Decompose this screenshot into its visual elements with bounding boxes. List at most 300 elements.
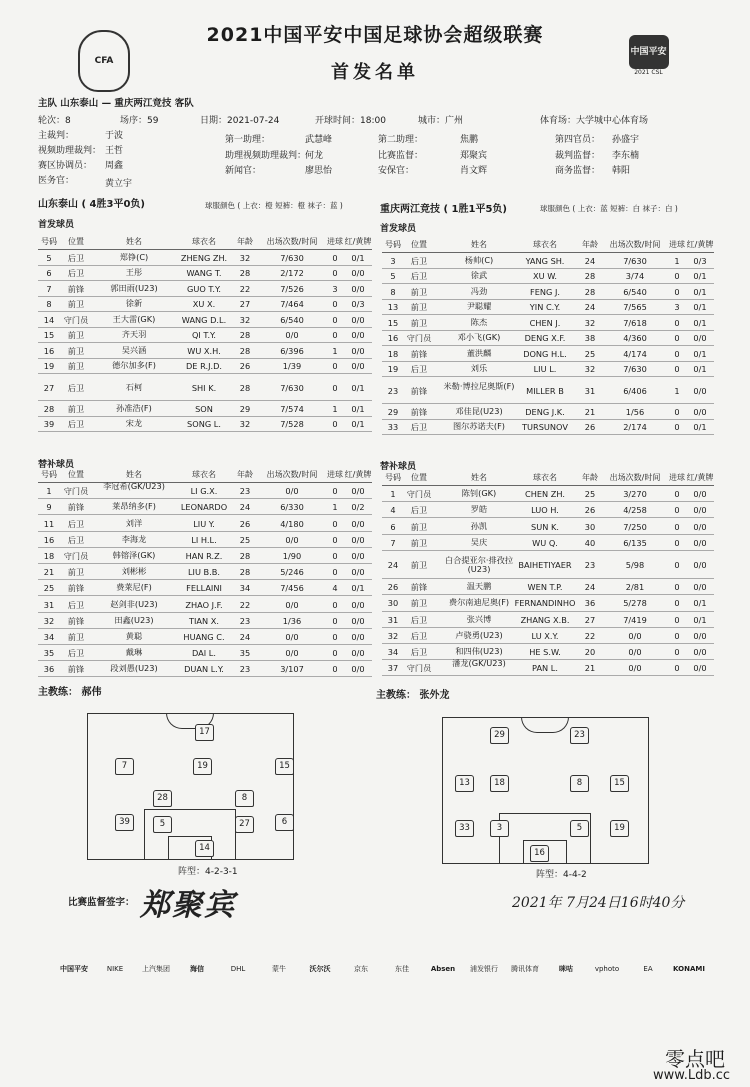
- away-sub-row-cell: 守门员: [406, 663, 432, 674]
- away-formation-label: 阵型：4-4-2: [536, 870, 587, 880]
- home-sub-row-cell: 28: [239, 567, 251, 578]
- away-shirt-icon: 13: [455, 775, 474, 792]
- away-sub-row-cell: 0: [674, 647, 680, 658]
- home-sub-row-cell: 前锋: [67, 664, 85, 675]
- home-starter-row-cell: WANG D.L.: [181, 314, 227, 325]
- away-sub-row-cell: FERNANDINHO: [514, 598, 576, 609]
- home-shirt-icon: 17: [195, 724, 214, 741]
- home-starter-row-cell: 22: [239, 283, 251, 294]
- away-starter-row-cell: 后卫: [410, 422, 428, 433]
- away-sub-row-cell: 0/1: [693, 598, 707, 609]
- home-starter-row-cell: 吴兴涵: [121, 344, 147, 355]
- away-starter-row-cell: DENG X.F.: [524, 333, 566, 344]
- sponsor-logo: 中国平安: [60, 965, 88, 973]
- away-sub-row-cell: 0/0: [628, 647, 642, 658]
- away-starter-row-cell: 邓佳昆(U23): [455, 405, 503, 416]
- away-starter-row-cell: 0: [674, 406, 680, 417]
- away-sub-row-cell: 34: [387, 647, 399, 658]
- sponsor-logo: 咪咕: [559, 965, 573, 973]
- home-sub-row-cell: 1: [332, 502, 338, 513]
- away-starter-row-divider: [382, 283, 714, 284]
- away-starter-row-cell: 24: [584, 255, 596, 266]
- home-starter-row-cell: WANG T.: [186, 268, 222, 279]
- official-press: 廖思怡: [305, 166, 333, 176]
- home-sub-row-cell: 0/0: [285, 534, 299, 545]
- home-starter-row-divider: [38, 358, 372, 359]
- home-starter-header-cell: 年龄: [237, 237, 253, 246]
- away-sub-row-cell: LU X.Y.: [531, 630, 559, 641]
- away-starters-label: 首发球员: [380, 224, 417, 234]
- home-starter-row-cell: 齐天羽: [121, 329, 147, 340]
- home-sub-header-cell: 位置: [68, 470, 84, 479]
- home-starter-row-cell: 0: [332, 361, 338, 372]
- home-sub-header-divider: [38, 482, 372, 483]
- away-shirt-icon: 29: [490, 727, 509, 744]
- home-sub-row-cell: 后卫: [67, 534, 85, 545]
- away-starter-row-cell: 5: [390, 271, 396, 282]
- official-ar1-label: 第一助理：: [225, 135, 271, 145]
- home-sub-row-cell: 赵剑非(U23): [110, 598, 158, 609]
- home-starter-row-cell: 14: [43, 314, 55, 325]
- home-sub-row-cell: DUAN L.Y.: [184, 664, 224, 675]
- home-starter-row-cell: 0/0: [351, 345, 365, 356]
- away-sub-row-cell: 36: [584, 598, 596, 609]
- home-sub-row-cell: 前锋: [67, 502, 85, 513]
- away-sub-row-cell: 0: [674, 663, 680, 674]
- away-sub-row-cell: 7/419: [623, 614, 647, 625]
- home-starter-row-cell: 前卫: [67, 299, 85, 310]
- away-sub-header-cell: 球衣名: [533, 473, 557, 482]
- home-sub-row-cell: 22: [239, 599, 251, 610]
- sponsor-logo: 海信: [190, 965, 204, 973]
- away-sub-row-cell: 20: [584, 647, 596, 658]
- home-sub-row-divider: [38, 660, 372, 661]
- away-starter-row-cell: 6/540: [623, 286, 647, 297]
- home-starter-row-cell: 26: [239, 361, 251, 372]
- home-sub-row-cell: 26: [239, 518, 251, 529]
- official-medic: 黄立宇: [105, 179, 133, 189]
- home-sub-row-cell: 9: [46, 502, 52, 513]
- match-venue: 体育场：大学城中心体育场: [540, 116, 649, 126]
- away-sub-row-cell: PAN L.: [532, 663, 558, 674]
- away-sub-row-cell: 26: [584, 505, 596, 516]
- official-avar: 何龙: [305, 151, 324, 161]
- home-starter-row-cell: 1/39: [282, 361, 302, 372]
- sponsor-logo: Absen: [430, 965, 456, 973]
- home-sub-row-cell: TIAN X.: [189, 615, 219, 626]
- home-starter-row-cell: 0/0: [351, 330, 365, 341]
- home-sub-row-cell: 4/180: [280, 518, 304, 529]
- home-sub-row-cell: 前锋: [67, 583, 85, 594]
- away-sub-row-cell: 0/0: [693, 630, 707, 641]
- away-sub-row-cell: 0/0: [628, 663, 642, 674]
- away-sub-row-cell: 5/278: [623, 598, 647, 609]
- away-starter-row-cell: 7/630: [623, 364, 647, 375]
- home-sub-header-cell: 红/黄牌: [344, 470, 372, 479]
- home-sub-row-cell: 24: [239, 502, 251, 513]
- home-sub-row-cell: 0: [332, 615, 338, 626]
- match-date: 日期：2021-07-24: [200, 116, 280, 126]
- away-sub-row-cell: 40: [584, 537, 596, 548]
- home-sub-row-cell: 0/0: [351, 518, 365, 529]
- home-sub-row-cell: 李冠希(GK/U23): [103, 481, 165, 492]
- home-shirt-icon: 19: [193, 758, 212, 775]
- home-starter-row-cell: 29: [239, 403, 251, 414]
- page-title: 2021中国平安中国足球协会超级联赛: [206, 24, 544, 46]
- away-sub-row-cell: 27: [584, 614, 596, 625]
- home-team-name: 山东泰山 ( 4胜3平0负): [38, 199, 145, 210]
- home-starter-header-cell: 出场次数/时间: [266, 237, 318, 246]
- home-starter-row-cell: 守门员: [63, 314, 89, 325]
- home-sub-row-cell: 4: [332, 583, 338, 594]
- away-starter-row-cell: 前锋: [410, 348, 428, 359]
- away-starter-row-cell: 0/1: [693, 302, 707, 313]
- home-sub-row-cell: 0/0: [351, 550, 365, 561]
- away-sub-row-cell: 0: [674, 559, 680, 570]
- home-starter-row-cell: 7/630: [280, 252, 304, 263]
- home-sub-row-divider: [38, 595, 372, 596]
- away-sub-row-cell: 0: [674, 537, 680, 548]
- home-starter-row-cell: 0/0: [351, 314, 365, 325]
- home-starter-row-cell: 德尔加多(F): [112, 360, 156, 371]
- official-fourth: 孙盛宇: [612, 135, 640, 145]
- home-sub-row-cell: 后卫: [67, 648, 85, 659]
- home-starter-row-cell: 后卫: [67, 268, 85, 279]
- away-sub-header-cell: 出场次数/时间: [609, 473, 661, 482]
- away-starter-row-cell: 尹聪耀: [466, 301, 492, 312]
- home-pitch: [87, 713, 294, 860]
- home-sub-row-cell: 23: [239, 486, 251, 497]
- match-kickoff: 开球时间：18:00: [315, 116, 386, 126]
- home-starter-row-cell: 0/0: [351, 268, 365, 279]
- match-teams: 主队 山东泰山 — 重庆两江竞技 客队: [38, 98, 194, 109]
- away-sub-row-cell: 24: [584, 582, 596, 593]
- away-starter-header-cell: 号码: [385, 240, 401, 249]
- away-shirt-icon: 3: [490, 820, 509, 837]
- away-team-name: 重庆两江竞技 ( 1胜1平5负): [380, 204, 507, 215]
- home-starter-row-cell: SHI K.: [191, 382, 217, 393]
- home-starter-row-cell: 前卫: [67, 361, 85, 372]
- away-sub-header-cell: 年龄: [582, 473, 598, 482]
- home-starter-row-cell: 39: [43, 419, 55, 430]
- sponsor-logo: 上汽集团: [142, 965, 170, 973]
- home-shirt-icon: 27: [235, 816, 254, 833]
- home-starter-row-cell: 0/3: [351, 299, 365, 310]
- home-starter-row-cell: 0: [332, 299, 338, 310]
- away-starter-row-cell: 前锋: [410, 385, 428, 396]
- home-sub-row-cell: LEONARDO: [180, 502, 228, 513]
- home-sub-row-cell: 0/0: [351, 664, 365, 675]
- away-starter-row-cell: 0: [674, 271, 680, 282]
- away-starter-row-cell: 38: [584, 333, 596, 344]
- home-sub-row-cell: 守门员: [63, 486, 89, 497]
- away-shirt-icon: 23: [570, 727, 589, 744]
- home-starter-row-cell: 7/630: [280, 382, 304, 393]
- home-sub-row-cell: 0: [332, 631, 338, 642]
- away-sub-row-cell: WU Q.: [532, 537, 558, 548]
- away-starter-row-cell: 0/1: [693, 286, 707, 297]
- home-sub-row-cell: FELLAINI: [186, 583, 222, 594]
- away-sub-row-cell: 0/0: [693, 582, 707, 593]
- away-starter-row-cell: 前卫: [410, 302, 428, 313]
- home-sub-header-cell: 号码: [41, 470, 57, 479]
- official-ref-assessor: 李东楠: [612, 151, 640, 161]
- away-sub-row-cell: 温天鹏: [466, 581, 492, 592]
- home-starter-row-cell: 7/574: [280, 403, 304, 414]
- home-sub-row-cell: 黄聪: [125, 630, 143, 641]
- home-starter-row-cell: 28: [239, 345, 251, 356]
- away-starter-row-cell: 28: [584, 286, 596, 297]
- away-sub-row-cell: 0/0: [693, 489, 707, 500]
- home-sub-row-cell: 0: [332, 550, 338, 561]
- away-sub-row-cell: 前卫: [410, 559, 428, 570]
- away-starter-row-cell: 守门员: [406, 333, 432, 344]
- away-starter-row-cell: TURSUNOV: [522, 422, 568, 433]
- page-subtitle: 首发名单: [331, 62, 419, 83]
- away-sub-row-divider: [382, 501, 714, 502]
- home-sub-row-cell: 35: [43, 648, 55, 659]
- official-ar2: 焦鹏: [460, 135, 479, 145]
- away-sub-row-cell: 6: [390, 521, 396, 532]
- csl-logo-mark: 中国平安: [629, 35, 669, 69]
- home-sub-row-cell: 25: [239, 534, 251, 545]
- home-starter-row-cell: 28: [239, 330, 251, 341]
- home-sub-row-cell: 34: [43, 631, 55, 642]
- away-starter-row-cell: 26: [584, 422, 596, 433]
- home-sub-row-cell: 0/0: [285, 486, 299, 497]
- away-starter-header-cell: 红/黄牌: [686, 240, 714, 249]
- away-starter-row-cell: 前卫: [410, 317, 428, 328]
- home-sub-row-cell: LI G.X.: [190, 486, 218, 497]
- away-sub-row-cell: 7/250: [623, 521, 647, 532]
- home-sub-row-divider: [38, 547, 372, 548]
- home-sub-header-cell: 球衣名: [192, 470, 216, 479]
- home-sub-row-cell: 田鑫(U23): [114, 614, 154, 625]
- home-starter-row-cell: 6: [46, 268, 52, 279]
- home-shirt-icon: 7: [115, 758, 134, 775]
- home-starter-row-divider: [38, 327, 372, 328]
- home-sub-row-divider: [38, 628, 372, 629]
- home-sub-row-cell: 0/0: [351, 486, 365, 497]
- away-starter-row-cell: 董洪麟: [466, 347, 492, 358]
- away-sub-row-cell: 24: [387, 559, 399, 570]
- home-sub-row-cell: 0/2: [351, 502, 365, 513]
- home-starter-row-cell: 7/464: [280, 299, 304, 310]
- away-sub-row-cell: 0/0: [693, 537, 707, 548]
- home-starter-row-cell: 8: [46, 299, 52, 310]
- home-starter-row-cell: 后卫: [67, 419, 85, 430]
- away-starter-row-divider: [382, 345, 714, 346]
- away-sub-row-cell: 费尔南迪尼奥(F): [448, 597, 510, 608]
- official-business-label: 商务监督：: [555, 166, 601, 176]
- away-starter-row-cell: 3: [390, 255, 396, 266]
- home-starter-row-cell: 徐新: [125, 298, 143, 309]
- official-var-label: 视频助理裁判：: [38, 146, 102, 156]
- away-sub-row-cell: 孙凯: [470, 520, 488, 531]
- away-sub-row-cell: 0: [674, 582, 680, 593]
- home-shirt-icon: 5: [153, 816, 172, 833]
- match-number: 场序：59: [120, 116, 159, 126]
- away-sub-row-cell: 4: [390, 505, 396, 516]
- home-starter-row-cell: 石柯: [125, 381, 143, 392]
- home-sub-row-cell: 0: [332, 599, 338, 610]
- sponsor-logo: NIKE: [106, 965, 124, 973]
- away-starter-row-cell: 32: [584, 317, 596, 328]
- home-shirt-icon: 14: [195, 840, 214, 857]
- home-sub-row-divider: [38, 612, 372, 613]
- away-sub-row-divider: [382, 659, 714, 660]
- home-sub-row-cell: 前卫: [67, 631, 85, 642]
- away-sub-row-cell: 卢骁勇(U23): [455, 629, 503, 640]
- away-sub-row-cell: 前卫: [410, 521, 428, 532]
- home-sub-row-cell: 守门员: [63, 550, 89, 561]
- home-starter-row-cell: 1: [332, 345, 338, 356]
- home-starter-row-cell: 孙准浩(F): [116, 402, 152, 413]
- home-sub-row-cell: 0: [332, 648, 338, 659]
- home-sub-row-cell: 0/0: [285, 599, 299, 610]
- away-starter-row-divider: [382, 361, 714, 362]
- home-starter-row-cell: 0: [332, 252, 338, 263]
- home-sub-row-cell: 1/90: [282, 550, 302, 561]
- home-starter-row-cell: 6/396: [280, 345, 304, 356]
- away-starter-row-cell: 24: [584, 302, 596, 313]
- home-sub-row-cell: HUANG C.: [183, 631, 225, 642]
- away-starter-row-cell: 邓小飞(GK): [457, 332, 501, 343]
- away-starter-row-cell: 0/0: [693, 385, 707, 396]
- home-sub-row-cell: 16: [43, 534, 55, 545]
- home-starter-row-cell: WU X.H.: [187, 345, 221, 356]
- home-starter-row-cell: 郑铮(C): [119, 251, 149, 262]
- away-sub-header-divider: [382, 485, 714, 486]
- away-starter-row-cell: 0: [674, 333, 680, 344]
- away-sub-row-cell: 5/98: [625, 559, 645, 570]
- official-var: 王哲: [105, 146, 124, 156]
- home-sub-row-cell: 18: [43, 550, 55, 561]
- official-commissioner-label: 比赛监督：: [378, 151, 424, 161]
- away-starter-row-cell: YIN C.Y.: [529, 302, 561, 313]
- away-sub-row-divider: [382, 534, 714, 535]
- away-shirt-icon: 33: [455, 820, 474, 837]
- away-starter-row-cell: 冯劲: [470, 285, 488, 296]
- away-starter-row-cell: DENG J.K.: [525, 406, 565, 417]
- official-medic-label: 医务官：: [38, 176, 75, 186]
- home-starter-row-cell: 19: [43, 361, 55, 372]
- home-sub-row-divider: [38, 676, 372, 677]
- official-ar1: 武慧峰: [305, 135, 333, 145]
- home-starter-row-cell: 28: [239, 268, 251, 279]
- home-starter-row-cell: 0: [332, 268, 338, 279]
- home-sub-header-cell: 进球: [327, 470, 343, 479]
- away-sub-row-divider: [382, 594, 714, 595]
- home-coach: 主教练： 郝伟: [38, 687, 102, 698]
- away-starter-row-cell: 4/174: [623, 348, 647, 359]
- home-starter-row-cell: 0: [332, 382, 338, 393]
- away-sub-row-cell: 25: [584, 489, 596, 500]
- home-starter-row-cell: 0/1: [351, 252, 365, 263]
- away-shirt-icon: 15: [610, 775, 629, 792]
- away-sub-row-cell: WEN T.P.: [527, 582, 563, 593]
- away-sub-row-divider: [382, 550, 714, 551]
- away-starter-row-divider: [382, 403, 714, 404]
- sponsor-logo: 东佳: [395, 965, 409, 973]
- away-starter-row-cell: 8: [390, 286, 396, 297]
- watermark-text: 零点吧: [665, 1047, 725, 1071]
- home-sub-row-cell: 7/456: [280, 583, 304, 594]
- home-sub-row-cell: 戴琳: [125, 647, 143, 658]
- home-starter-row-cell: 0/1: [351, 419, 365, 430]
- home-starter-row-cell: 16: [43, 345, 55, 356]
- away-starter-row-cell: 19: [387, 364, 399, 375]
- away-sub-row-cell: 后卫: [410, 505, 428, 516]
- away-starter-row-cell: 0/1: [693, 271, 707, 282]
- home-starter-header-cell: 红/黄牌: [344, 237, 372, 246]
- official-referee: 于波: [105, 131, 124, 141]
- home-starter-row-cell: 王大雷(GK): [112, 313, 156, 324]
- home-starter-row-divider: [38, 431, 372, 432]
- away-starter-row-cell: 陈杰: [470, 316, 488, 327]
- away-sub-row-cell: 后卫: [410, 614, 428, 625]
- away-sub-row-cell: 罗皓: [470, 504, 488, 515]
- away-sub-row-cell: 0: [674, 614, 680, 625]
- home-starter-row-cell: 前卫: [67, 345, 85, 356]
- away-sub-row-cell: 4/258: [623, 505, 647, 516]
- away-starter-row-cell: 刘乐: [470, 363, 488, 374]
- away-sub-row-cell: 23: [584, 559, 596, 570]
- home-starter-row-divider: [38, 416, 372, 417]
- home-starter-row-cell: 王彤: [125, 267, 143, 278]
- home-sub-row-cell: 0: [332, 534, 338, 545]
- away-starter-row-divider: [382, 434, 714, 435]
- away-shirt-icon: 5: [570, 820, 589, 837]
- home-sub-row-cell: 31: [43, 599, 55, 610]
- away-sub-row-cell: SUN K.: [531, 521, 559, 532]
- away-sub-row-divider: [382, 627, 714, 628]
- away-starter-row-cell: 米勒·博拉尼奥斯(F): [443, 380, 515, 391]
- away-starter-row-cell: 15: [387, 317, 399, 328]
- away-starter-row-cell: 0/0: [693, 333, 707, 344]
- away-sub-row-cell: 0/0: [693, 663, 707, 674]
- home-starter-row-cell: 3: [332, 283, 338, 294]
- away-starter-row-divider: [382, 330, 714, 331]
- away-sub-row-cell: 31: [387, 614, 399, 625]
- match-city: 城市：广州: [418, 116, 464, 126]
- home-starter-row-cell: GUO T.Y.: [187, 283, 221, 294]
- home-sub-header-cell: 年龄: [237, 470, 253, 479]
- away-starter-row-cell: 25: [584, 348, 596, 359]
- away-sub-row-cell: 前锋: [410, 582, 428, 593]
- away-sub-row-cell: 21: [584, 663, 596, 674]
- away-sub-row-cell: 0: [674, 521, 680, 532]
- away-starter-header-cell: 姓名: [471, 240, 487, 249]
- official-press-label: 新闻官：: [225, 166, 262, 176]
- home-starter-row-cell: 0: [332, 330, 338, 341]
- official-avar-label: 助理视频助理裁判：: [225, 151, 307, 161]
- home-starter-row-cell: 1: [332, 403, 338, 414]
- home-starter-row-cell: 宋龙: [125, 418, 143, 429]
- home-starter-row-cell: 28: [239, 382, 251, 393]
- away-sub-row-cell: 1: [390, 489, 396, 500]
- away-sub-row-cell: CHEN ZH.: [525, 489, 565, 500]
- away-starter-row-cell: 0: [674, 286, 680, 297]
- away-starter-row-cell: 18: [387, 348, 399, 359]
- away-sub-row-cell: 潘龙(GK/U23): [452, 658, 506, 669]
- home-starter-row-cell: 7/528: [280, 419, 304, 430]
- home-subs-label: 替补球员: [38, 460, 75, 470]
- away-starter-row-cell: DONG H.L.: [523, 348, 567, 359]
- home-starter-row-cell: 6/540: [280, 314, 304, 325]
- away-sub-row-cell: 0: [674, 598, 680, 609]
- cfa-logo: CFA: [78, 30, 130, 92]
